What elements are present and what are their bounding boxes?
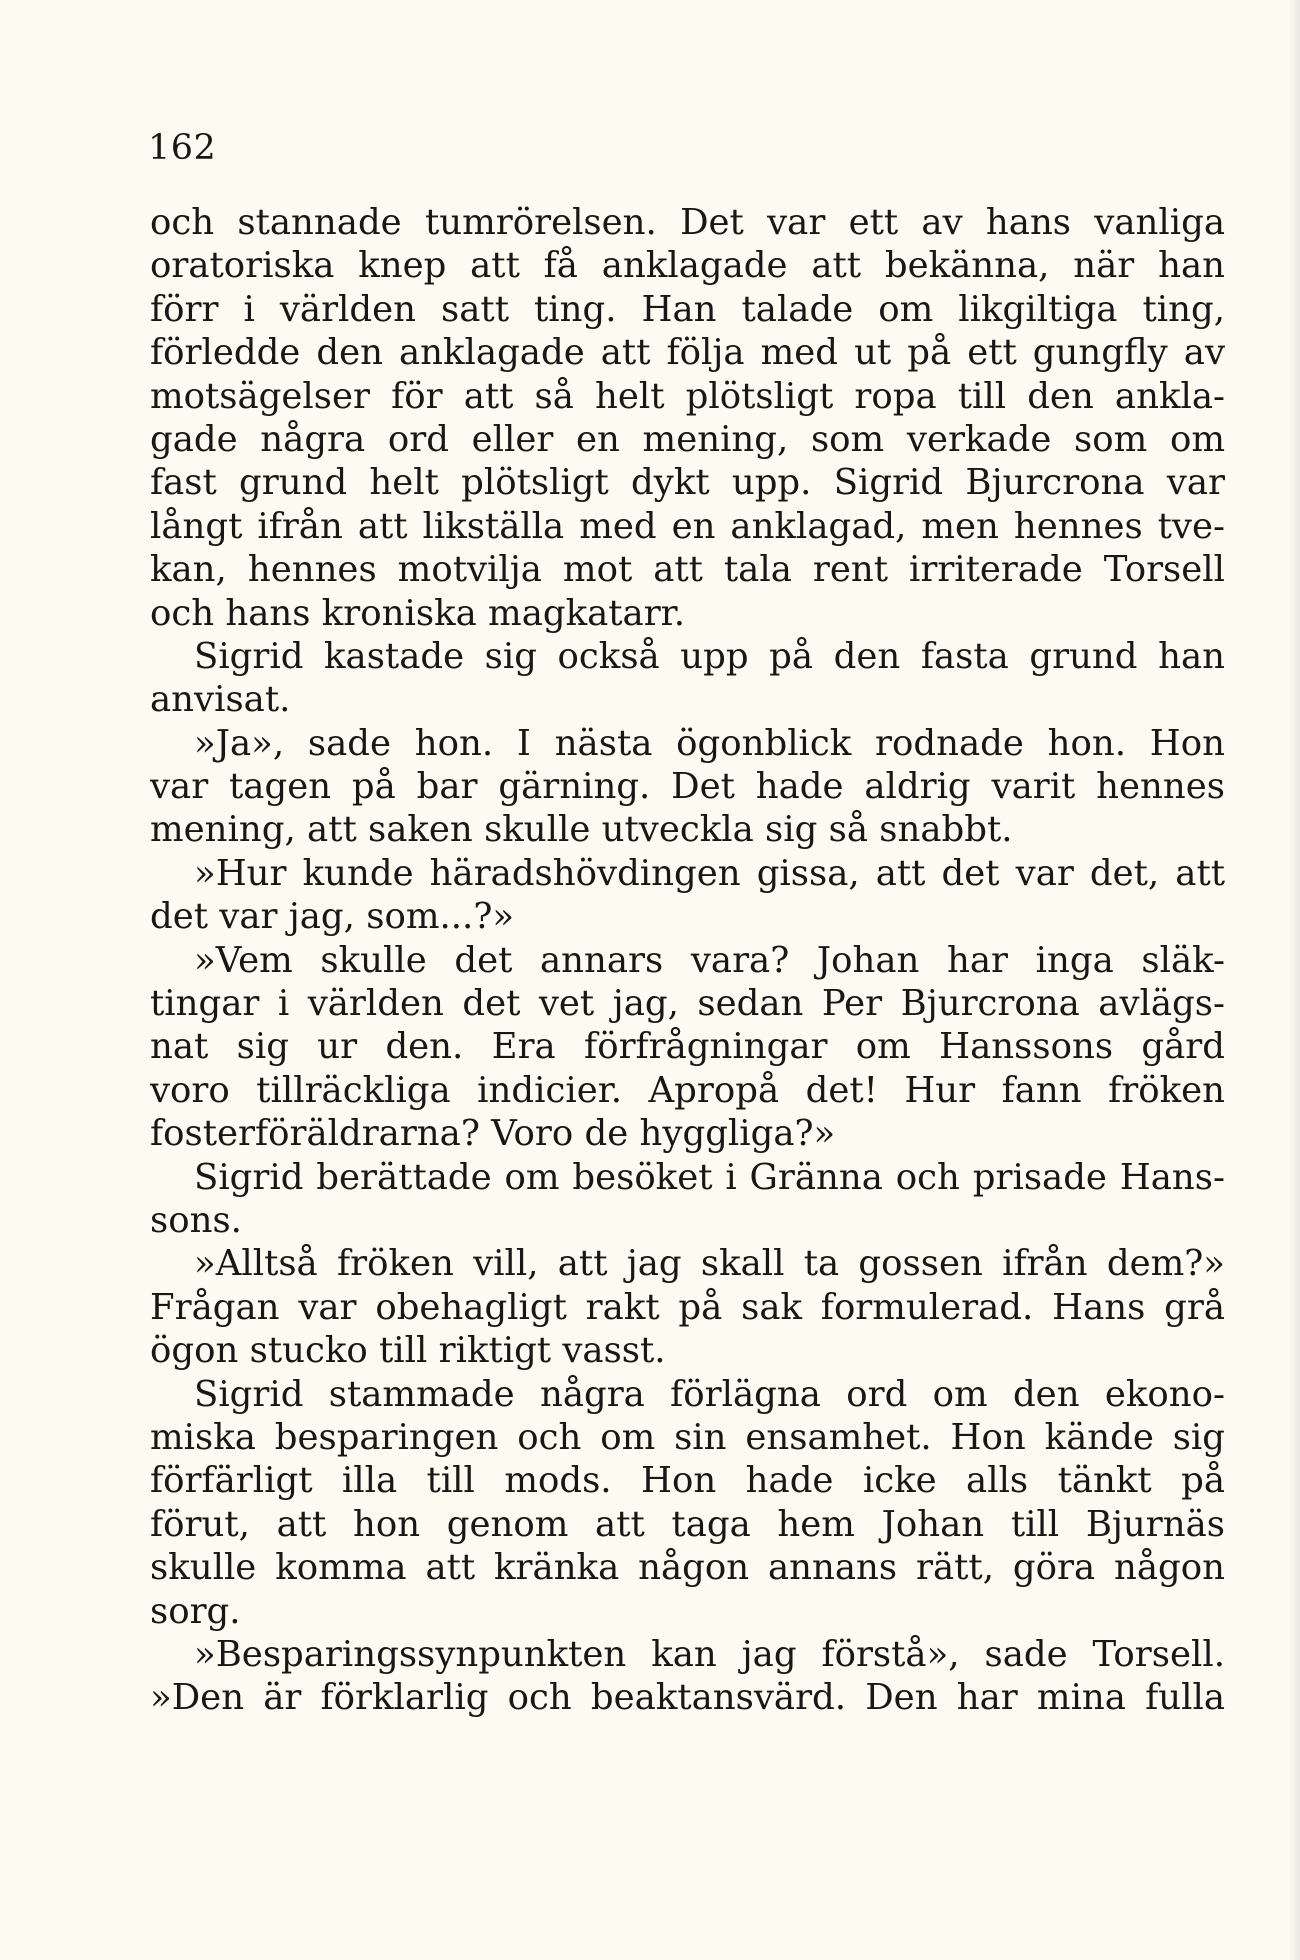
text-line: det var jag, som...?» bbox=[150, 896, 515, 938]
text-line: anvisat. bbox=[150, 679, 291, 721]
text-line: förledde den anklagade att följa med ut på ett gungfly av bbox=[150, 332, 1225, 374]
text-line: »Alltså fröken vill, att jag skall ta gossen ifrån dem?» bbox=[194, 1243, 1225, 1285]
text-line: Sigrid berättade om besöket i Gränna och prisade Hans- bbox=[194, 1156, 1225, 1198]
text-line: oratoriska knep att få anklagade att bekänna, när han bbox=[150, 245, 1225, 287]
text-line: motsägelser för att så helt plötsligt ropa till den ankla- bbox=[150, 375, 1225, 417]
text-line: Sigrid kastade sig också upp på den fasta grund han bbox=[194, 635, 1225, 677]
text-line: miska besparingen och om sin ensamhet. Hon kände sig bbox=[150, 1416, 1225, 1458]
text-line: Frågan var obehagligt rakt på sak formulerad. Hans grå bbox=[150, 1286, 1225, 1328]
text-line: sorg. bbox=[150, 1590, 241, 1632]
text-line: skulle komma att kränka någon annans rätt, göra någon bbox=[150, 1547, 1225, 1589]
text-line: och stannade tumrörelsen. Det var ett av hans vanliga bbox=[150, 202, 1225, 243]
text-line: förfärligt illa till mods. Hon hade icke alls tänkt på bbox=[150, 1460, 1225, 1502]
text-line: ögon stucko till riktigt vasst. bbox=[150, 1330, 666, 1372]
text-line: fast grund helt plötsligt dykt upp. Sigrid Bjurcrona var bbox=[150, 462, 1225, 504]
text-line: långt ifrån att likställa med en anklagad, men hennes tve- bbox=[150, 505, 1225, 547]
text-line: gade några ord eller en mening, som verkade som om bbox=[150, 418, 1225, 460]
text-line: »Den är förklarlig och beaktansvärd. Den har mina fulla bbox=[150, 1677, 1225, 1719]
text-line: förr i världen satt ting. Han talade om likgiltiga ting, bbox=[150, 288, 1225, 330]
text-line: »Vem skulle det annars vara? Johan har inga släk- bbox=[194, 939, 1225, 981]
page-number: 162 bbox=[148, 128, 217, 168]
text-line: nat sig ur den. Era förfrågningar om Hanssons gård bbox=[150, 1026, 1225, 1068]
text-line: fosterföräldrarna? Voro de hyggliga?» bbox=[150, 1113, 836, 1155]
text-line: mening, att saken skulle utveckla sig så snabbt. bbox=[150, 809, 1013, 851]
text-line: »Besparingssynpunkten kan jag förstå», sade Torsell. bbox=[194, 1633, 1225, 1675]
body-text bbox=[150, 201, 1225, 1720]
text-line: och hans kroniska magkatarr. bbox=[150, 592, 686, 634]
text-line: kan, hennes motvilja mot att tala rent irriterade Torsell bbox=[150, 549, 1225, 591]
text-line: tingar i världen det vet jag, sedan Per Bjurcrona avlägs- bbox=[150, 983, 1225, 1025]
text-line: voro tillräckliga indicier. Apropå det! Hur fann fröken bbox=[150, 1069, 1225, 1111]
text-line: förut, att hon genom att taga hem Johan till Bjurnäs bbox=[150, 1503, 1225, 1545]
page-edge-shadow bbox=[1288, 0, 1300, 1960]
text-line: »Hur kunde häradshövdingen gissa, att det var det, att bbox=[194, 852, 1225, 894]
text-line: Sigrid stammade några förlägna ord om den ekono- bbox=[194, 1373, 1225, 1415]
text-line: var tagen på bar gärning. Det hade aldrig varit hennes bbox=[150, 766, 1225, 808]
text-line: »Ja», sade hon. I nästa ögonblick rodnade hon. Hon bbox=[194, 722, 1225, 764]
text-line: sons. bbox=[150, 1199, 242, 1241]
